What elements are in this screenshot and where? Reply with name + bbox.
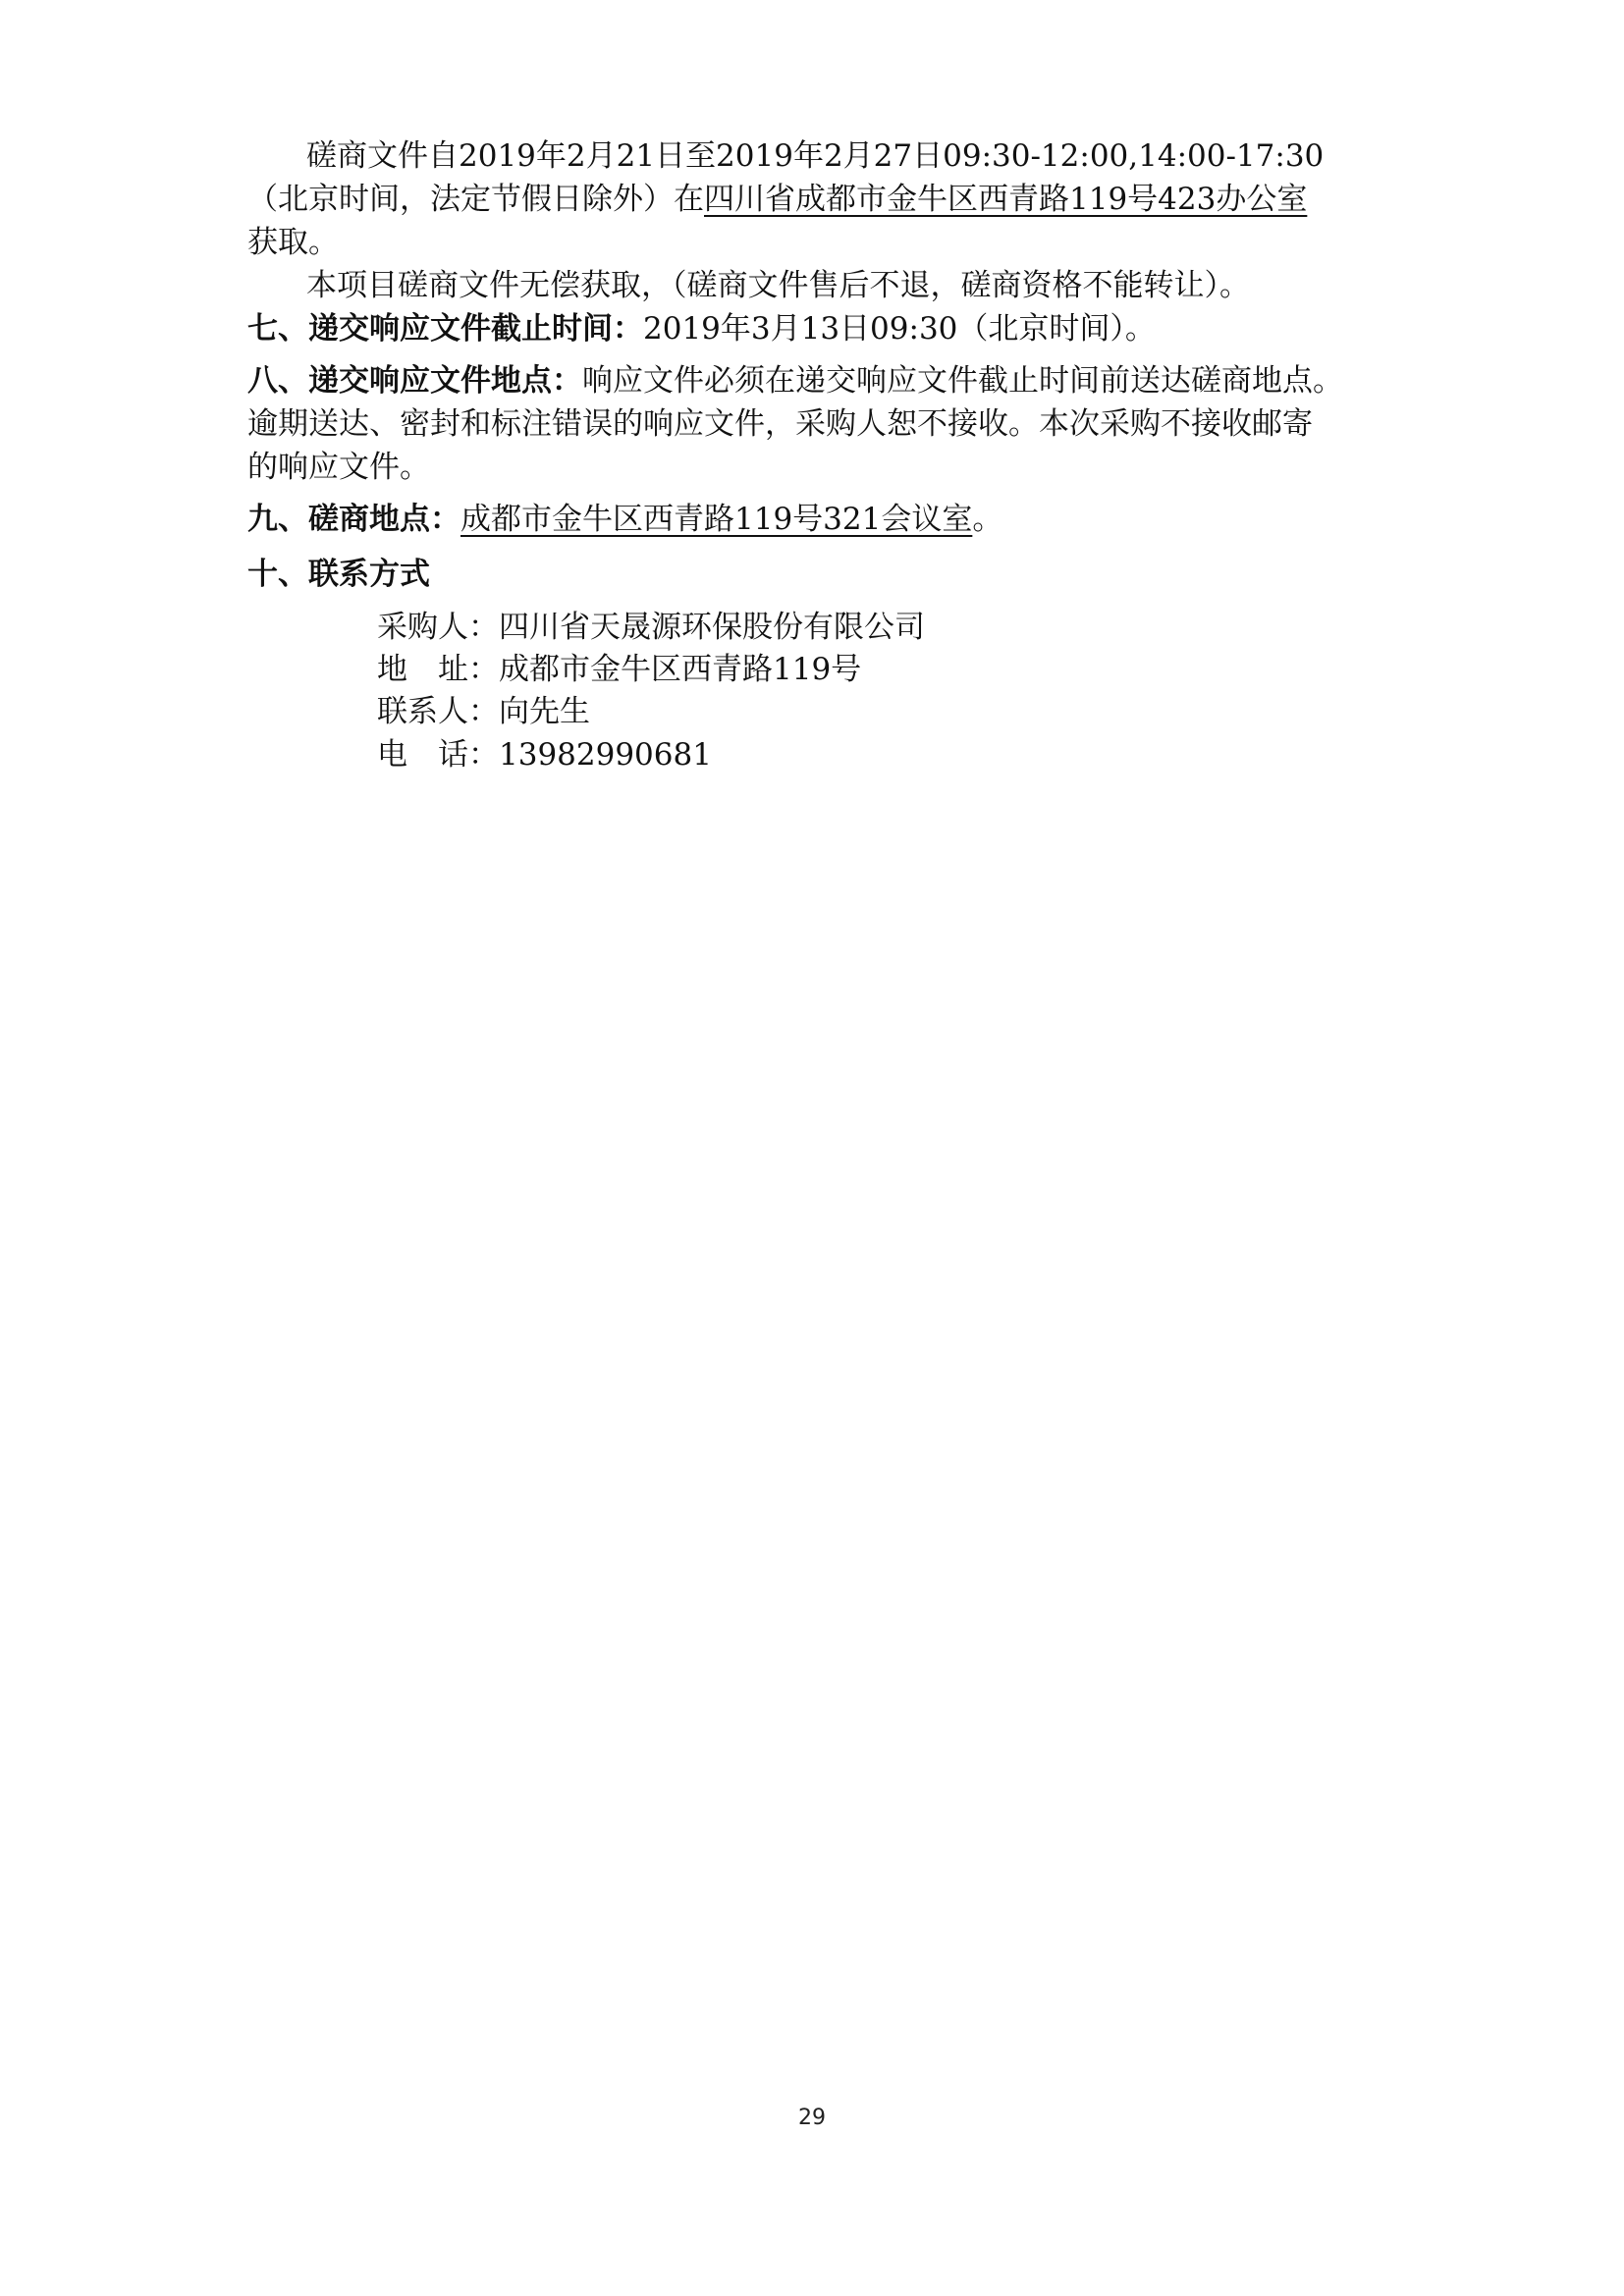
contact-value: 13982990681 bbox=[499, 737, 712, 773]
text: 磋商文件自2019年2月21日至2019年2月27日09:30-12:00,14:00-17:30 bbox=[306, 138, 1325, 174]
contact-label: 联系人： bbox=[377, 694, 499, 729]
section-text: 响应文件必须在递交响应文件截止时间前送达磋商地点。 bbox=[582, 363, 1343, 399]
contact-label: 电 话： bbox=[377, 737, 499, 773]
contact-label: 采购人： bbox=[377, 610, 499, 645]
section-9 bbox=[247, 498, 1396, 541]
section-heading: 八、递交响应文件地点： bbox=[247, 363, 582, 399]
section-heading: 七、递交响应文件截止时间： bbox=[247, 311, 643, 347]
contact-value: 成都市金牛区西青路119号 bbox=[499, 652, 862, 687]
text: 获取。 bbox=[247, 225, 339, 260]
page-number: 29 bbox=[798, 2106, 826, 2130]
section-suffix: 。 bbox=[972, 502, 1003, 537]
contact-person bbox=[377, 690, 590, 733]
contact-phone bbox=[377, 733, 712, 776]
paragraph-2 bbox=[306, 264, 1455, 307]
text: 本项目磋商文件无偿获取，（磋商文件售后不退，磋商资格不能转让）。 bbox=[306, 268, 1250, 303]
contact-value: 四川省天晟源环保股份有限公司 bbox=[499, 610, 925, 645]
contact-value: 向先生 bbox=[499, 694, 590, 729]
contact-purchaser bbox=[377, 606, 925, 649]
section-8-line-2 bbox=[247, 402, 1396, 446]
contact-address bbox=[377, 648, 861, 691]
text: （北京时间，法定节假日除外）在 bbox=[247, 182, 704, 217]
section-10-heading bbox=[247, 553, 1396, 596]
section-8-line-1 bbox=[247, 359, 1396, 402]
section-text: 逾期送达、密封和标注错误的响应文件，采购人恕不接收。本次采购不接收邮寄 bbox=[247, 406, 1313, 442]
contact-label: 地 址： bbox=[377, 652, 499, 687]
paragraph-1-line-3 bbox=[247, 221, 1396, 264]
section-text: 的响应文件。 bbox=[247, 450, 430, 485]
section-text: 2019年3月13日09:30（北京时间）。 bbox=[643, 311, 1156, 347]
underlined-location: 成都市金牛区西青路119号321会议室 bbox=[460, 502, 973, 537]
section-heading: 九、磋商地点： bbox=[247, 502, 460, 537]
paragraph-1-line-2 bbox=[247, 178, 1396, 221]
section-heading: 十、联系方式 bbox=[247, 557, 430, 592]
underlined-address: 四川省成都市金牛区西青路119号423办公室 bbox=[704, 182, 1308, 217]
section-8-line-3 bbox=[247, 446, 1396, 489]
section-7 bbox=[247, 307, 1396, 350]
paragraph-1-line-1 bbox=[306, 134, 1455, 178]
